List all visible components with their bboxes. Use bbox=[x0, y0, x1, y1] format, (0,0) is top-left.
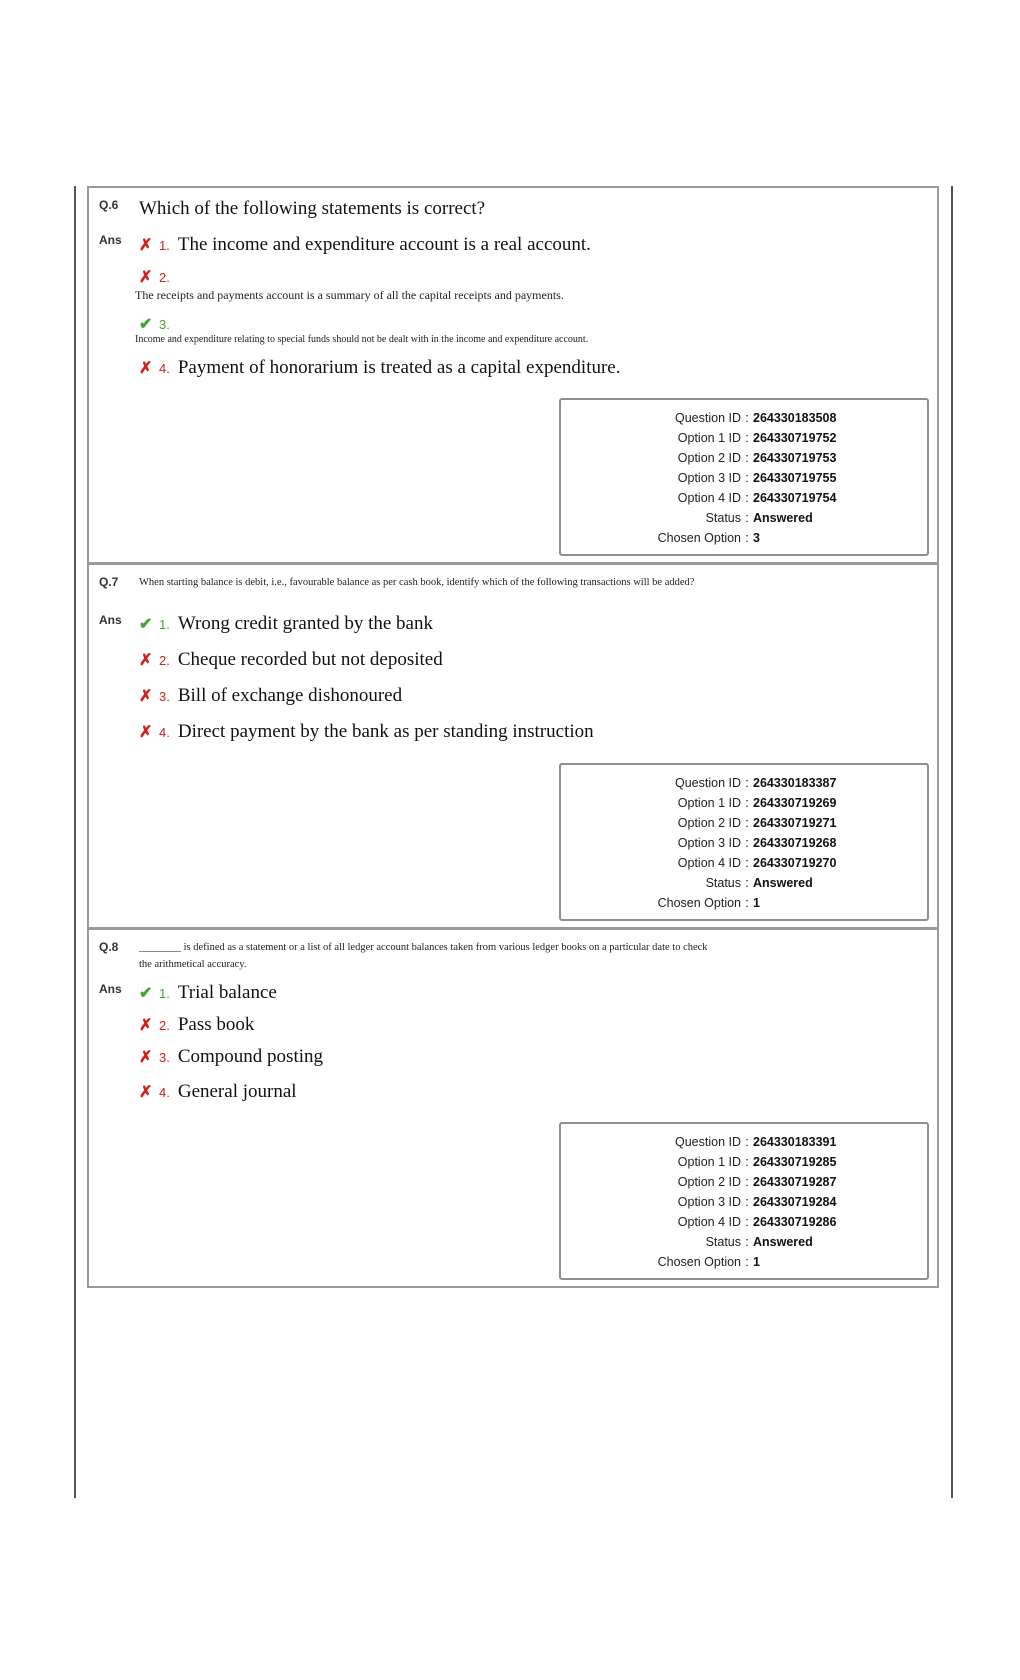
option-text: General journal bbox=[177, 1081, 297, 1102]
option-4 bbox=[139, 721, 594, 743]
page-left-border bbox=[74, 186, 76, 1498]
info-key: Option 4 ID bbox=[677, 491, 741, 505]
option-number: 3. bbox=[159, 689, 170, 704]
status-row bbox=[561, 508, 927, 528]
question-number: Q.7 bbox=[99, 575, 119, 589]
info-key: Option 3 ID bbox=[677, 836, 741, 850]
option-1 bbox=[139, 982, 277, 1004]
question-text: When starting balance is debit, i.e., favourable balance as per cash book, identify which of the following transactions will be added? bbox=[139, 577, 695, 588]
question-number: Q.6 bbox=[99, 198, 119, 212]
check-icon: ✔ bbox=[139, 985, 153, 1002]
info-separator: : bbox=[745, 896, 749, 910]
info-separator: : bbox=[745, 411, 749, 425]
info-key: Option 1 ID bbox=[677, 431, 741, 445]
info-value: 1 bbox=[753, 1255, 760, 1269]
info-value: 264330183387 bbox=[753, 776, 837, 790]
option-number: 1. bbox=[159, 617, 170, 632]
chosen-option-row bbox=[561, 528, 927, 548]
option-3 bbox=[139, 685, 402, 707]
option-text: The receipts and payments account is a summary of all the capital receipts and payments. bbox=[135, 288, 564, 302]
chosen-option-row bbox=[561, 1252, 927, 1272]
info-separator: : bbox=[745, 1255, 749, 1269]
question-text: ________ is defined as a statement or a list of all ledger account balances taken from various ledger books on a particular date to check the arithmetical accuracy. bbox=[139, 942, 708, 970]
option-4 bbox=[139, 357, 621, 379]
answer-label: Ans bbox=[99, 982, 122, 996]
page-right-border bbox=[951, 186, 953, 1498]
info-value: 264330719753 bbox=[753, 451, 837, 465]
option2-id-row bbox=[561, 1172, 927, 1192]
option-4 bbox=[139, 1081, 297, 1103]
info-key: Chosen Option bbox=[657, 896, 741, 910]
option-text: Compound posting bbox=[177, 1046, 323, 1067]
info-key: Status bbox=[705, 876, 741, 890]
info-value: Answered bbox=[753, 1235, 813, 1249]
option-text: Trial balance bbox=[177, 982, 277, 1003]
option1-id-row bbox=[561, 793, 927, 813]
option4-id-row bbox=[561, 853, 927, 873]
option-text: Income and expenditure relating to special funds should not be dealt with in the income and expenditure account. bbox=[135, 334, 589, 345]
option-text: Direct payment by the bank as per standing instruction bbox=[177, 721, 594, 742]
info-key: Option 3 ID bbox=[677, 1195, 741, 1209]
info-value: 264330719268 bbox=[753, 836, 837, 850]
option-text: The income and expenditure account is a real account. bbox=[177, 234, 591, 255]
info-separator: : bbox=[745, 511, 749, 525]
info-separator: : bbox=[745, 431, 749, 445]
info-key: Option 4 ID bbox=[677, 1215, 741, 1229]
info-key: Option 2 ID bbox=[677, 1175, 741, 1189]
cross-icon: ✗ bbox=[139, 688, 153, 705]
info-separator: : bbox=[745, 451, 749, 465]
info-key: Chosen Option bbox=[657, 1255, 741, 1269]
option-number: 1. bbox=[159, 986, 170, 1001]
cross-icon: ✗ bbox=[139, 237, 153, 254]
option4-id-row bbox=[561, 1212, 927, 1232]
option-number: 4. bbox=[159, 361, 170, 376]
info-key: Chosen Option bbox=[657, 531, 741, 545]
answer-label: Ans bbox=[99, 613, 122, 627]
info-value: 264330719270 bbox=[753, 856, 837, 870]
cross-icon: ✗ bbox=[139, 1017, 153, 1034]
info-key: Question ID bbox=[674, 411, 741, 425]
info-separator: : bbox=[745, 531, 749, 545]
option-2 bbox=[139, 1014, 254, 1036]
info-value: 264330719284 bbox=[753, 1195, 837, 1209]
info-value: 264330183391 bbox=[753, 1135, 837, 1149]
info-separator: : bbox=[745, 1215, 749, 1229]
info-key: Question ID bbox=[674, 776, 741, 790]
option-2 bbox=[139, 267, 178, 287]
question-block-q6 bbox=[87, 186, 939, 564]
info-separator: : bbox=[745, 1235, 749, 1249]
option-3 bbox=[139, 314, 178, 334]
chosen-option-row bbox=[561, 893, 927, 913]
question-info-box bbox=[559, 1122, 929, 1280]
question-block-q7 bbox=[87, 563, 939, 929]
info-key: Option 1 ID bbox=[677, 1155, 741, 1169]
option-1 bbox=[139, 234, 591, 256]
option-text: Payment of honorarium is treated as a capital expenditure. bbox=[177, 357, 621, 378]
info-separator: : bbox=[745, 1135, 749, 1149]
info-key: Option 2 ID bbox=[677, 816, 741, 830]
info-separator: : bbox=[745, 796, 749, 810]
info-value: 264330719285 bbox=[753, 1155, 837, 1169]
option-number: 2. bbox=[159, 1018, 170, 1033]
info-value: 264330719754 bbox=[753, 491, 837, 505]
cross-icon: ✗ bbox=[139, 1049, 153, 1066]
info-value: 264330719269 bbox=[753, 796, 837, 810]
info-key: Option 3 ID bbox=[677, 471, 741, 485]
info-key: Question ID bbox=[674, 1135, 741, 1149]
info-separator: : bbox=[745, 1155, 749, 1169]
info-separator: : bbox=[745, 856, 749, 870]
info-key: Option 1 ID bbox=[677, 796, 741, 810]
option-text: Bill of exchange dishonoured bbox=[177, 685, 403, 706]
info-value: 3 bbox=[753, 531, 760, 545]
info-separator: : bbox=[745, 776, 749, 790]
option-text: Pass book bbox=[177, 1014, 255, 1035]
question-id-row bbox=[561, 1132, 927, 1152]
info-separator: : bbox=[745, 816, 749, 830]
question-info-box bbox=[559, 398, 929, 556]
option-number: 4. bbox=[159, 725, 170, 740]
info-key: Status bbox=[705, 1235, 741, 1249]
option-2 bbox=[139, 649, 443, 671]
cross-icon: ✗ bbox=[139, 269, 153, 286]
question-info-box bbox=[559, 763, 929, 921]
info-value: 264330719271 bbox=[753, 816, 837, 830]
cross-icon: ✗ bbox=[139, 360, 153, 377]
question-id-row bbox=[561, 408, 927, 428]
info-separator: : bbox=[745, 471, 749, 485]
info-value: 264330719287 bbox=[753, 1175, 837, 1189]
info-value: 264330719286 bbox=[753, 1215, 837, 1229]
status-row bbox=[561, 873, 927, 893]
info-value: 264330183508 bbox=[753, 411, 837, 425]
answer-label: Ans bbox=[99, 233, 122, 247]
info-value: 264330719752 bbox=[753, 431, 837, 445]
option3-id-row bbox=[561, 833, 927, 853]
info-separator: : bbox=[745, 1175, 749, 1189]
option-number: 3. bbox=[159, 1050, 170, 1065]
option-number: 2. bbox=[159, 270, 170, 285]
cross-icon: ✗ bbox=[139, 652, 153, 669]
question-block-q8 bbox=[87, 928, 939, 1288]
option1-id-row bbox=[561, 1152, 927, 1172]
option-3 bbox=[139, 1046, 323, 1068]
info-value: 264330719755 bbox=[753, 471, 837, 485]
check-icon: ✔ bbox=[139, 316, 153, 333]
option-number: 4. bbox=[159, 1085, 170, 1100]
option3-id-row bbox=[561, 468, 927, 488]
info-key: Option 2 ID bbox=[677, 451, 741, 465]
info-value: Answered bbox=[753, 511, 813, 525]
info-key: Status bbox=[705, 511, 741, 525]
option-number: 3. bbox=[159, 317, 170, 332]
question-id-row bbox=[561, 773, 927, 793]
option3-id-row bbox=[561, 1192, 927, 1212]
cross-icon: ✗ bbox=[139, 724, 153, 741]
option2-id-row bbox=[561, 448, 927, 468]
question-number: Q.8 bbox=[99, 940, 119, 954]
cross-icon: ✗ bbox=[139, 1084, 153, 1101]
info-key: Option 4 ID bbox=[677, 856, 741, 870]
question-text: Which of the following statements is correct? bbox=[139, 198, 486, 219]
option2-id-row bbox=[561, 813, 927, 833]
info-separator: : bbox=[745, 1195, 749, 1209]
status-row bbox=[561, 1232, 927, 1252]
option1-id-row bbox=[561, 428, 927, 448]
option-number: 1. bbox=[159, 238, 170, 253]
info-separator: : bbox=[745, 491, 749, 505]
option-text: Wrong credit granted by the bank bbox=[177, 613, 433, 634]
info-separator: : bbox=[745, 836, 749, 850]
check-icon: ✔ bbox=[139, 616, 153, 633]
option-text: Cheque recorded but not deposited bbox=[177, 649, 443, 670]
info-value: 1 bbox=[753, 896, 760, 910]
option-number: 2. bbox=[159, 653, 170, 668]
info-separator: : bbox=[745, 876, 749, 890]
option4-id-row bbox=[561, 488, 927, 508]
option-1 bbox=[139, 613, 433, 635]
info-value: Answered bbox=[753, 876, 813, 890]
